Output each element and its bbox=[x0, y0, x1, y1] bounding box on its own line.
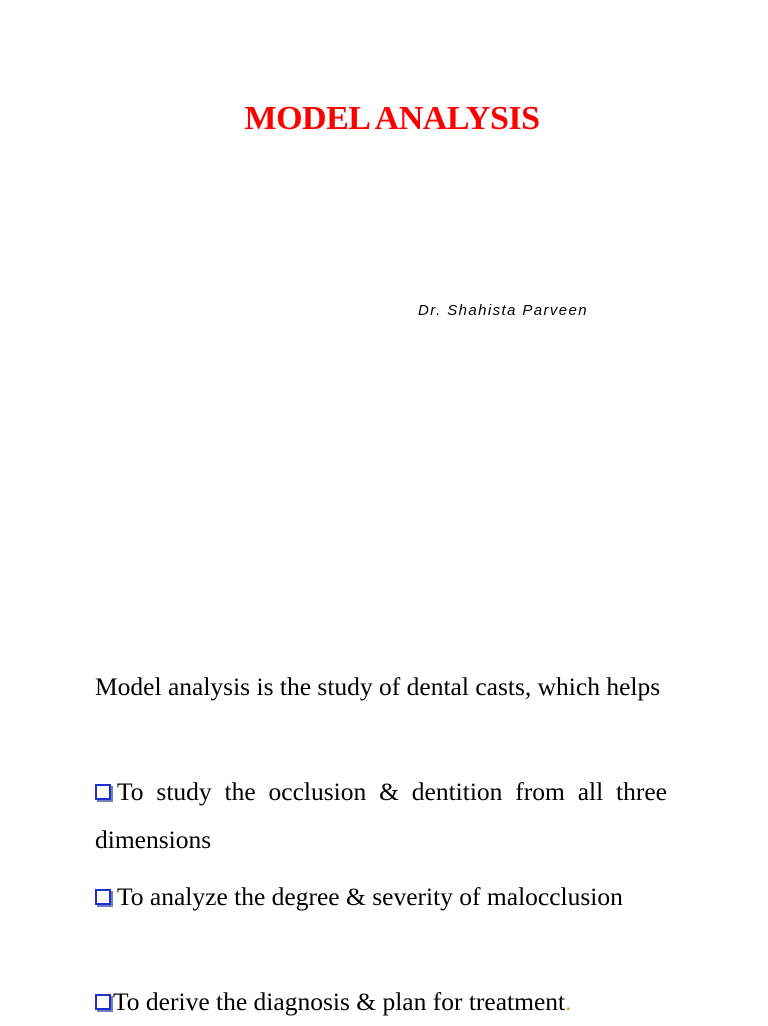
trailing-dot: . bbox=[565, 987, 572, 1016]
bullet-text-2: To analyze the degree & severity of malocclusion bbox=[117, 882, 623, 911]
bullet-text-1: To study the occlusion & dentition from all three dimensions bbox=[95, 777, 667, 854]
bullet-item-1 bbox=[95, 768, 667, 864]
bullet-text-3: To derive the diagnosis & plan for treatment bbox=[113, 987, 566, 1016]
checkbox-bullet-icon bbox=[95, 994, 111, 1010]
bullet-item-2 bbox=[95, 873, 667, 921]
bullet-item-3 bbox=[95, 978, 695, 1026]
author-name: Dr. Shahista Parveen bbox=[418, 302, 589, 319]
slide-title: MODEL ANALYSIS bbox=[244, 100, 540, 137]
checkbox-bullet-icon bbox=[95, 784, 111, 800]
intro-paragraph: Model analysis is the study of dental casts, which helps bbox=[95, 672, 661, 701]
checkbox-bullet-icon bbox=[95, 889, 111, 905]
